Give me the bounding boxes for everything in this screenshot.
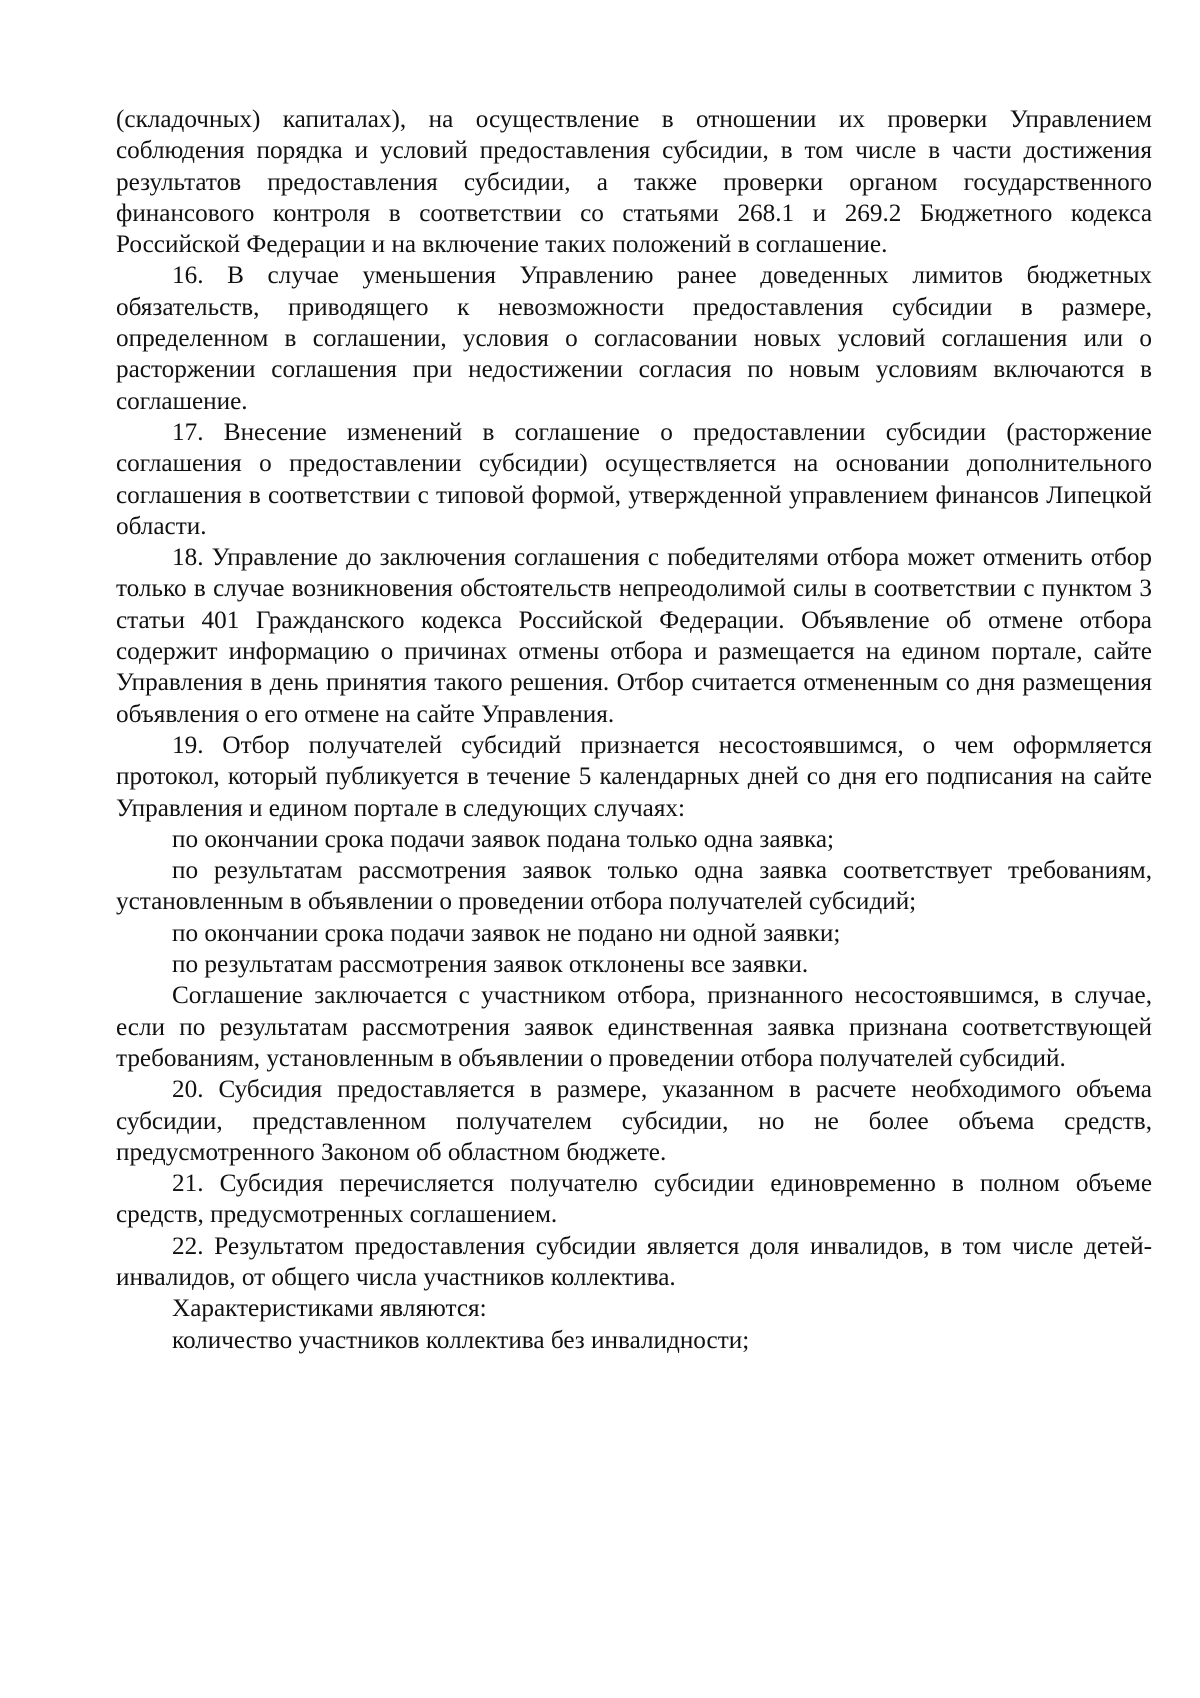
paragraph-22: 22. Результатом предоставления субсидии является доля инвалидов, в том числе детей-инвалидов, от общего числа участников коллектива. xyxy=(116,1232,1152,1291)
paragraph-19-case-one-compliant: по результатам рассмотрения заявок только одна заявка соответствует требованиям, установленным в объявлении о проведении отбора получателей субсидий; xyxy=(116,857,1152,916)
paragraph-19-agreement: Соглашение заключается с участником отбора, признанного несостоявшимся, в случае, если по результатам рассмотрения заявок единственная заявка признана соответствующей требованиям, установленным в объявлении о проведении отбора получателей субсидий. xyxy=(116,982,1152,1072)
paragraph-18: 18. Управление до заключения соглашения с победителями отбора может отменить отбор только в случае возникновения обстоятельств непреодолимой силы в соответствии с пунктом 3 статьи 401 Гражданского кодекса Российской Федерации. Объявление об отмене отбора содержит информацию о причинах отмены отбора и размещается на едином портале, сайте Управления в день принятия такого решения. Отбор считается отмененным со дня размещения объявления о его отмене на сайте Управления. xyxy=(116,544,1152,728)
paragraph-19-case-one-application: по окончании срока подачи заявок подана только одна заявка; xyxy=(172,825,835,853)
paragraph-19-case-no-applications: по окончании срока подачи заявок не подано ни одной заявки; xyxy=(172,919,841,947)
paragraph-22-characteristics-heading: Характеристиками являются: xyxy=(172,1295,487,1323)
paragraph-19: 19. Отбор получателей субсидий признается несостоявшимся, о чем оформляется протокол, который публикуется в течение 5 календарных дней со дня его подписания на сайте Управления и едином портале в следующих случаях: xyxy=(116,731,1152,822)
paragraph-16: 16. В случае уменьшения Управлению ранее доведенных лимитов бюджетных обязательств, приводящего к невозможности предоставления субсидии в размере, определенном в соглашении, условия о согласовании новых условий соглашения или о расторжении соглашения при недостижении согласия по новым условиям включаются в соглашение. xyxy=(116,262,1152,415)
paragraph-17: 17. Внесение изменений в соглашение о предоставлении субсидии (расторжение соглашения о предоставлении субсидии) осуществляется на основании дополнительного соглашения в соответствии с типовой формой, утвержденной управлением финансов Липецкой области. xyxy=(116,418,1152,540)
document-page xyxy=(116,104,1152,1356)
paragraph-19-case-all-rejected: по результатам рассмотрения заявок отклонены все заявки. xyxy=(172,951,809,979)
paragraph-20: 20. Субсидия предоставляется в размере, указанном в расчете необходимого объема субсидии, представленном получателем субсидии, но не более объема средств, предусмотренного Законом об областном бюджете. xyxy=(116,1076,1152,1166)
paragraph-21: 21. Субсидия перечисляется получателю субсидии единовременно в полном объеме средств, предусмотренных соглашением. xyxy=(116,1170,1152,1229)
paragraph-22-characteristic-item: количество участников коллектива без инвалидности; xyxy=(172,1326,750,1354)
paragraph-15-continuation: (складочных) капиталах), на осуществление в отношении их проверки Управлением соблюдения порядка и условий предоставления субсидии, в том числе в части достижения результатов предоставления субсидии, а также проверки органом государственного финансового контроля в соответствии со статьями 268.1 и 269.2 Бюджетного кодекса Российской Федерации и на включение таких положений в соглашение. xyxy=(116,106,1152,259)
